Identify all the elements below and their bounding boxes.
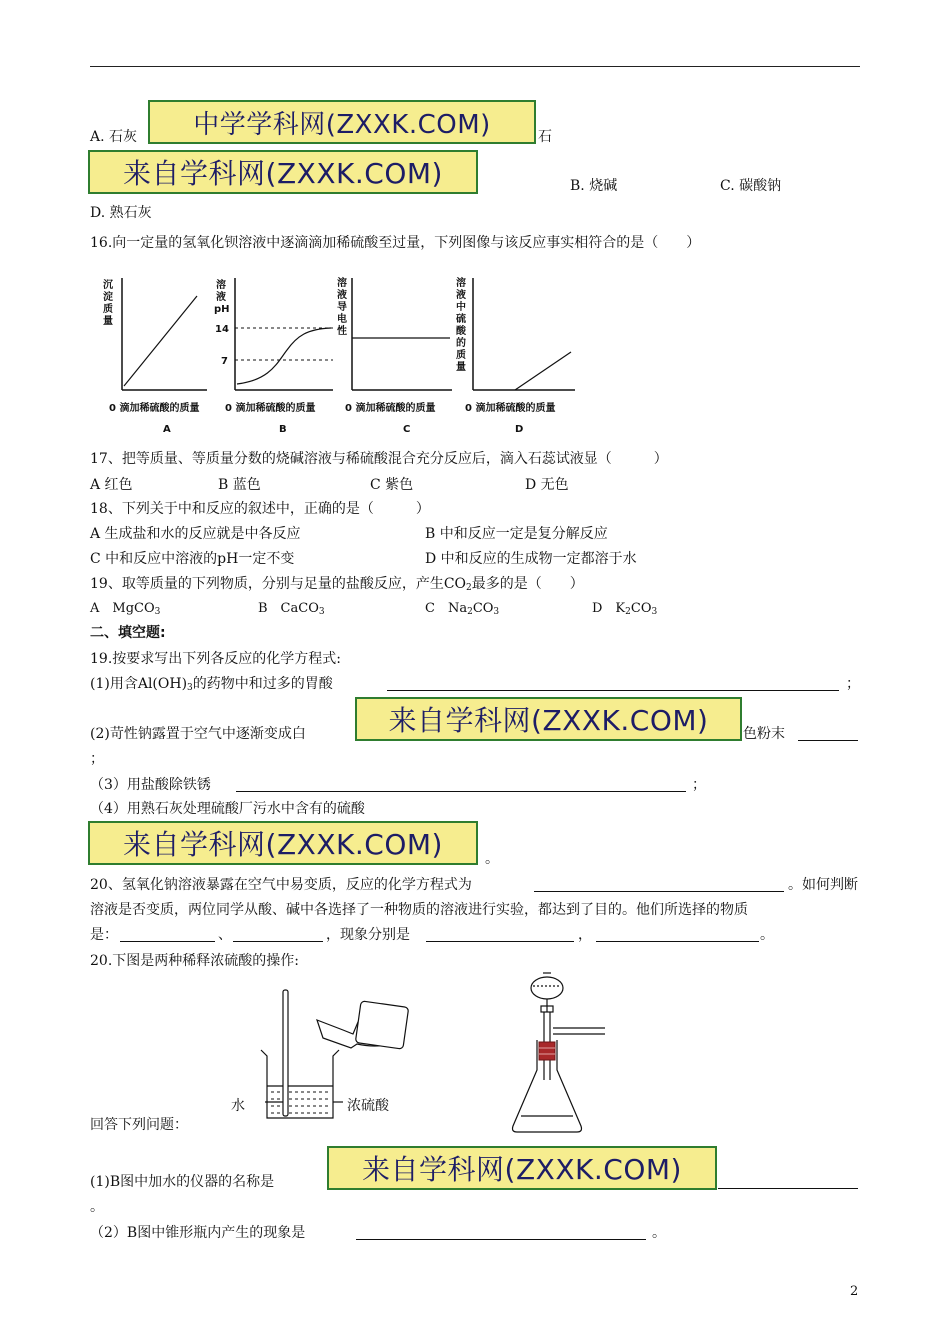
fill21-stem: 20.下图是两种稀释浓硫酸的操作: [90,953,299,969]
svg-text:硫: 硫 [456,314,466,325]
q18-option-a: A 生成盐和水的反应就是中各反应 [90,526,301,542]
page-number: 2 [850,1284,859,1299]
q19-option-d: D $K_2CO_3$ [592,601,658,617]
graph-d [456,276,575,435]
q19-option-a: A MgCO$_3$ [90,601,161,617]
svg-text:沉: 沉 [103,280,113,291]
fill21-answer-prompt: 回答下列问题： [90,1117,188,1133]
svg-text:中: 中 [456,302,466,313]
watermark-banner: 中学学科网(ZXXK.COM) [148,100,536,144]
answer-blank-2[interactable] [798,740,858,741]
q15-option-b: B. 烧碱 [570,178,618,194]
watermark-banner: 来自学科网(ZXXK.COM) [88,821,478,865]
svg-text:质: 质 [456,350,466,361]
answer-blank-8[interactable] [596,941,759,942]
q16-stem: 16.向一定量的氢氧化钡溶液中逐滴滴加稀硫酸至过量，下列图像与该反应事实相符合的是（ ） [90,235,701,251]
fill19-part3: （3）用盐酸除铁锈 [90,777,211,793]
header-rule [90,66,860,67]
fill20-line1: 20、氢氧化钠溶液暴露在空气中易变质，反应的化学方程式为 [90,877,472,893]
q15-option-a-suffix: 石 [538,129,552,145]
fill20-line3-b: 、 [218,927,232,943]
fill19-part4-end: 。 [485,851,499,867]
fill19-part2-suffix: 色粉末 [743,726,785,742]
fill19-part1: (1)用含$Al(OH)_3$的药物中和过多的胃酸 [90,676,333,693]
fill20-line3-d: ， [578,927,592,943]
q15-option-c: C. 碳酸钠 [720,178,782,194]
q15-option-d: D. 熟石灰 [90,205,152,221]
fill19-part2: (2)苛性钠露置于空气中逐渐变成白 [90,726,306,742]
water-label: 水 [231,1098,245,1114]
svg-text:的: 的 [456,338,466,349]
fill19-stem: 19.按要求写出下列各反应的化学方程式: [90,651,341,667]
graph-d-letter: D [515,424,524,435]
fill19-part3-end: ； [692,777,706,793]
fill20-line3-a: 是： [90,927,118,943]
fill21-q1-end: 。 [90,1199,104,1215]
q19-option-c: C $Na_2CO_3$ [425,601,500,617]
graph-b [214,278,333,435]
q17-stem: 17、把等质量、等质量分数的烧碱溶液与稀硫酸混合充分反应后，滴入石蕊试液显（ ） [90,451,668,467]
q18-option-c: C 中和反应中溶液的pH一定不变 [90,551,295,567]
graph-c-xlabel: 0 滴加稀硫酸的质量 [345,403,436,414]
graph-a-letter: A [163,424,171,435]
q18-stem: 18、下列关于中和反应的叙述中，正确的是（ ） [90,501,430,517]
fill20-line1-end: 。如何判断 [788,877,858,893]
svg-text:液: 液 [216,292,226,303]
fill21-q2-end: 。 [652,1225,666,1241]
graph-b-letter: B [279,424,287,435]
dilution-diagram [225,968,615,1140]
graph-a [102,278,207,435]
answer-blank-5[interactable] [120,941,215,942]
svg-text:pH: pH [214,304,230,315]
q19-option-b: B CaCO$_3$ [258,601,325,617]
svg-text:酸: 酸 [456,326,466,337]
svg-text:14: 14 [215,324,229,335]
fill20-line3-e: 。 [760,927,774,943]
svg-text:导: 导 [337,302,347,313]
answer-blank-10[interactable] [356,1239,646,1240]
graph-c [337,276,452,435]
q17-option-d: D 无色 [525,477,569,493]
section-title: 二、填空题: [90,625,166,641]
svg-text:淀: 淀 [103,292,113,303]
svg-text:性: 性 [337,326,347,337]
q15-option-a-prefix: A. 石灰 [90,129,138,145]
fill21-q2: （2）B图中锥形瓶内产生的现象是 [90,1225,306,1241]
answer-blank-6[interactable] [233,941,323,942]
answer-blank-9[interactable] [718,1188,858,1189]
answer-blank-4[interactable] [534,891,784,892]
q18-option-d: D 中和反应的生成物一定都溶于水 [425,551,637,567]
svg-text:溶: 溶 [216,280,226,291]
graph-b-xlabel: 0 滴加稀硫酸的质量 [225,403,316,414]
watermark-banner: 来自学科网(ZXXK.COM) [327,1146,717,1190]
fill20-line2: 溶液是否变质，两位同学从酸、碱中各选择了一种物质的溶液进行实验，都达到了目的。他们所选择的物质 [90,902,748,918]
fill19-part1-end: ； [846,676,860,692]
watermark-banner: 来自学科网(ZXXK.COM) [88,150,478,194]
graph-c-letter: C [403,424,411,435]
q16-graphs [95,268,595,438]
svg-text:液: 液 [456,290,466,301]
q17-option-b: B 蓝色 [218,477,261,493]
svg-text:溶: 溶 [456,278,466,289]
q17-option-a: A 红色 [90,477,133,493]
fill20-line3-c: ，现象分别是 [326,927,410,943]
svg-text:量: 量 [103,316,113,327]
graph-d-xlabel: 0 滴加稀硫酸的质量 [465,403,556,414]
answer-blank-1[interactable] [387,690,839,691]
q18-option-b: B 中和反应一定是复分解反应 [425,526,608,542]
fill19-part4: （4）用熟石灰处理硫酸厂污水中含有的硫酸 [90,801,365,817]
q17-option-c: C 紫色 [370,477,414,493]
flask-diagram [513,973,606,1132]
fill19-part2-end: ； [90,751,104,767]
svg-text:量: 量 [456,362,466,373]
watermark-banner: 来自学科网(ZXXK.COM) [355,697,742,741]
svg-text:质: 质 [103,304,113,315]
acid-label: 浓硫酸 [347,1098,389,1114]
flask-stopper [539,1042,555,1060]
svg-text:溶: 溶 [337,278,347,289]
graph-a-xlabel: 0 滴加稀硫酸的质量 [109,403,200,414]
svg-text:7: 7 [221,356,228,367]
svg-text:液: 液 [337,290,347,301]
answer-blank-3[interactable] [236,791,686,792]
svg-text:电: 电 [337,314,347,325]
fill21-q1: (1)B图中加水的仪器的名称是 [90,1174,275,1190]
q19-stem: 19、取等质量的下列物质，分别与足量的盐酸反应，产生$CO_2$最多的是（ ） [90,576,584,593]
answer-blank-7[interactable] [426,941,574,942]
